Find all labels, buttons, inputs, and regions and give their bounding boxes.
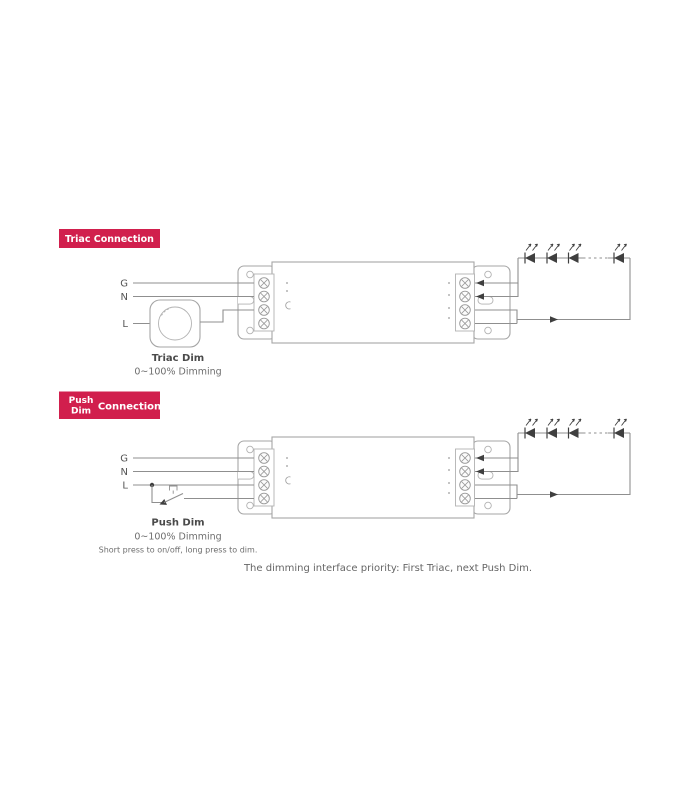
led-driver: [238, 244, 630, 343]
input-label-n: N: [120, 292, 128, 303]
input-label-g: G: [120, 453, 128, 465]
triac-dimmer-name: Triac Dim: [151, 353, 205, 364]
triac-section: [59, 229, 630, 378]
input-label-n: N: [120, 467, 128, 478]
triac-section-badge: [59, 229, 160, 248]
input-label-l: L: [122, 480, 128, 492]
push-dim-badge-word2: Dim: [71, 406, 91, 417]
rotary-dimmer-knob-icon: [150, 300, 200, 347]
input-label-l: L: [122, 319, 128, 330]
push-dim-badge-word1: Push: [68, 396, 94, 406]
priority-caption: The dimming interface priority: First Triac, next Push Dim.: [243, 563, 533, 574]
led-driver: [238, 419, 630, 518]
input-label-g: G: [120, 278, 128, 290]
push-dim-name: Push Dim: [151, 517, 205, 529]
push-dim-note: Short press to on/off, long press to dim.: [98, 545, 258, 555]
push-dim-section: [59, 392, 630, 555]
push-dim-badge-word3: Connection: [97, 401, 162, 413]
push-dim-section-badge: [59, 392, 161, 420]
triac-dimmer-range: 0~100% Dimming: [134, 366, 222, 378]
push-dim-range: 0~100% Dimming: [134, 531, 222, 543]
triac-section-title: Triac Connection: [65, 234, 154, 245]
